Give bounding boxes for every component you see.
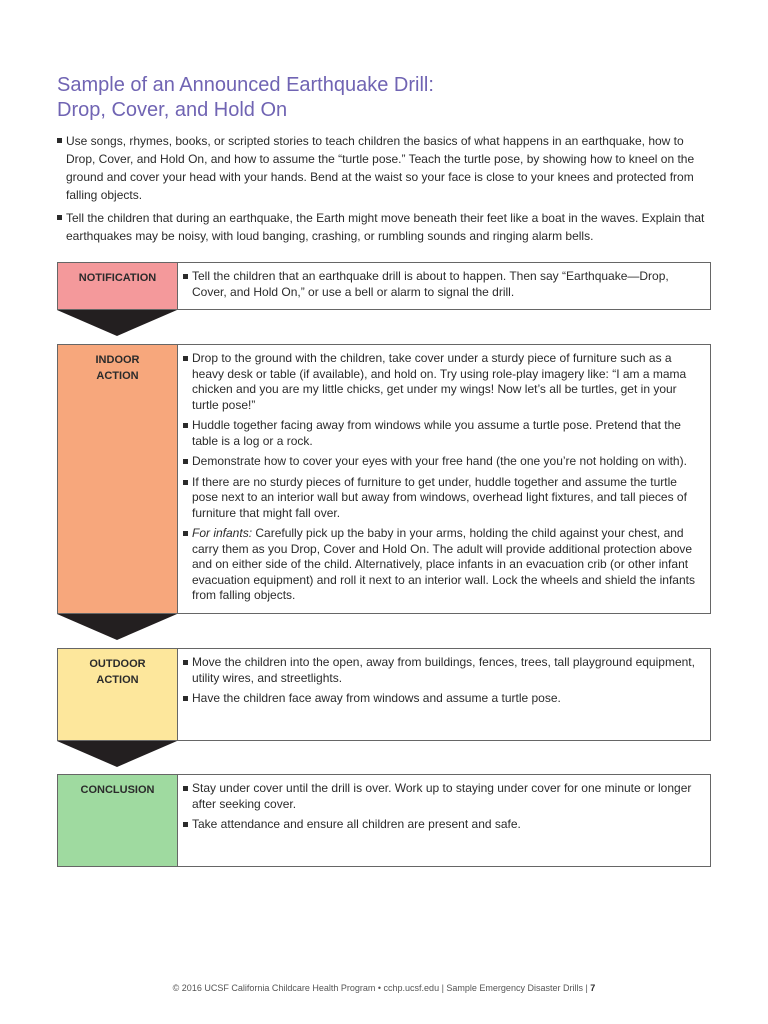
step-item-text: Tell the children that an earthquake drill is about to happen. Then say “Earthquake—Drop, Cover, and Hold On,” or use a bell or alarm to signal the drill. <box>192 269 669 299</box>
step-item-text: Take attendance and ensure all children are present and safe. <box>192 817 521 831</box>
step-item-text: Demonstrate how to cover your eyes with your free hand (the one you’re not holding on with). <box>192 454 687 468</box>
step-outdoor-action <box>57 648 711 741</box>
flow-arrow-down-icon <box>57 614 177 640</box>
step-item <box>183 418 703 449</box>
intro-item <box>57 209 709 245</box>
step-item <box>183 351 703 413</box>
infants-prefix: For infants: <box>192 526 253 540</box>
page-number: 7 <box>590 983 596 993</box>
step-label-indoor <box>58 345 178 613</box>
square-bullet-icon <box>57 215 62 220</box>
step-item <box>183 655 703 686</box>
square-bullet-icon <box>183 531 188 536</box>
square-bullet-icon <box>183 423 188 428</box>
square-bullet-icon <box>183 356 188 361</box>
infants-text: Carefully pick up the baby in your arms, holding the child against your chest, and carry them as you Drop, Cover and Hold On. The adult will provide additional protection above and on either side of the child. Alternatively, place infants in an evacuation crib (or other infant evacuation equipment) and roll it next to an interior wall. Lock the wheels and shield the infants from falling objects. <box>192 526 695 602</box>
footer-text: © 2016 UCSF California Childcare Health Program • cchp.ucsf.edu | Sample Emergency Disaster Drills | <box>172 983 591 993</box>
step-label-line: ACTION <box>96 370 139 382</box>
step-label-line: INDOOR <box>95 354 140 366</box>
step-item-infants <box>183 526 703 604</box>
step-content-indoor <box>178 345 710 613</box>
step-content-conclusion <box>178 775 710 866</box>
step-content-outdoor <box>178 649 710 740</box>
square-bullet-icon <box>57 138 62 143</box>
step-item <box>183 475 703 522</box>
intro-item-text: Use songs, rhymes, books, or scripted stories to teach children the basics of what happens in an earthquake, how to Drop, Cover, and Hold On, and how to assume the “turtle pose.” Teach the turtle pose, by showing how to kneel on the ground and cover your head with your hands. Bend at the waist so your face is close to your knees and protected from falling objects. <box>66 134 695 202</box>
step-label-notification <box>58 263 178 309</box>
square-bullet-icon <box>183 660 188 665</box>
step-notification <box>57 262 711 310</box>
square-bullet-icon <box>183 480 188 485</box>
flow-arrow-down-icon <box>57 741 177 767</box>
intro-item-text: Tell the children that during an earthquake, the Earth might move beneath their feet like a boat in the waves. Explain that earthquakes may be noisy, with loud banging, crashing, or rumbling sounds and ringing alarm bells. <box>66 211 705 243</box>
step-label-line: CONCLUSION <box>80 784 155 796</box>
step-conclusion <box>57 774 711 867</box>
square-bullet-icon <box>183 822 188 827</box>
square-bullet-icon <box>183 696 188 701</box>
step-label-line: NOTIFICATION <box>78 272 157 284</box>
square-bullet-icon <box>183 459 188 464</box>
flow-arrow-down-icon <box>57 310 177 336</box>
step-item-text: Huddle together facing away from windows while you assume a turtle pose. Pretend that the table is a log or a rock. <box>192 418 681 448</box>
step-item-text: Move the children into the open, away from buildings, fences, trees, tall playground equipment, utility wires, and streetlights. <box>192 655 695 685</box>
page-title-line-2: Drop, Cover, and Hold On <box>57 99 288 121</box>
step-item-text: Stay under cover until the drill is over. Work up to staying under cover for one minute or longer after seeking cover. <box>192 781 692 811</box>
step-item <box>183 454 703 470</box>
step-item-text: If there are no sturdy pieces of furniture to get under, huddle together and assume the turtle pose next to an interior wall but away from windows, overhead light fixtures, and tall pieces of furniture that might fall over. <box>192 474 687 520</box>
step-item <box>183 269 703 300</box>
page-title <box>57 73 717 123</box>
intro-list <box>57 132 709 245</box>
square-bullet-icon <box>183 274 188 279</box>
step-item-text: Have the children face away from windows and assume a turtle pose. <box>192 691 561 705</box>
step-label-line: ACTION <box>96 674 139 686</box>
page-footer <box>0 983 768 993</box>
step-item <box>183 691 703 707</box>
step-label-outdoor <box>58 649 178 740</box>
step-label-conclusion <box>58 775 178 866</box>
page-title-line-1: Sample of an Announced Earthquake Drill: <box>57 74 434 96</box>
step-item-text: Drop to the ground with the children, take cover under a sturdy piece of furniture such as a heavy desk or table (if available), and hold on. Try using role-play imagery like: “I am a mama chicken and you are my little chicks, get under my wings! Now let’s all be turtles, get in your turtle pose!” <box>192 351 687 412</box>
step-content-notification <box>178 263 710 309</box>
square-bullet-icon <box>183 786 188 791</box>
intro-item <box>57 132 709 204</box>
step-item <box>183 817 703 833</box>
step-item <box>183 781 703 812</box>
step-label-line: OUTDOOR <box>89 658 146 670</box>
step-indoor-action <box>57 344 711 614</box>
